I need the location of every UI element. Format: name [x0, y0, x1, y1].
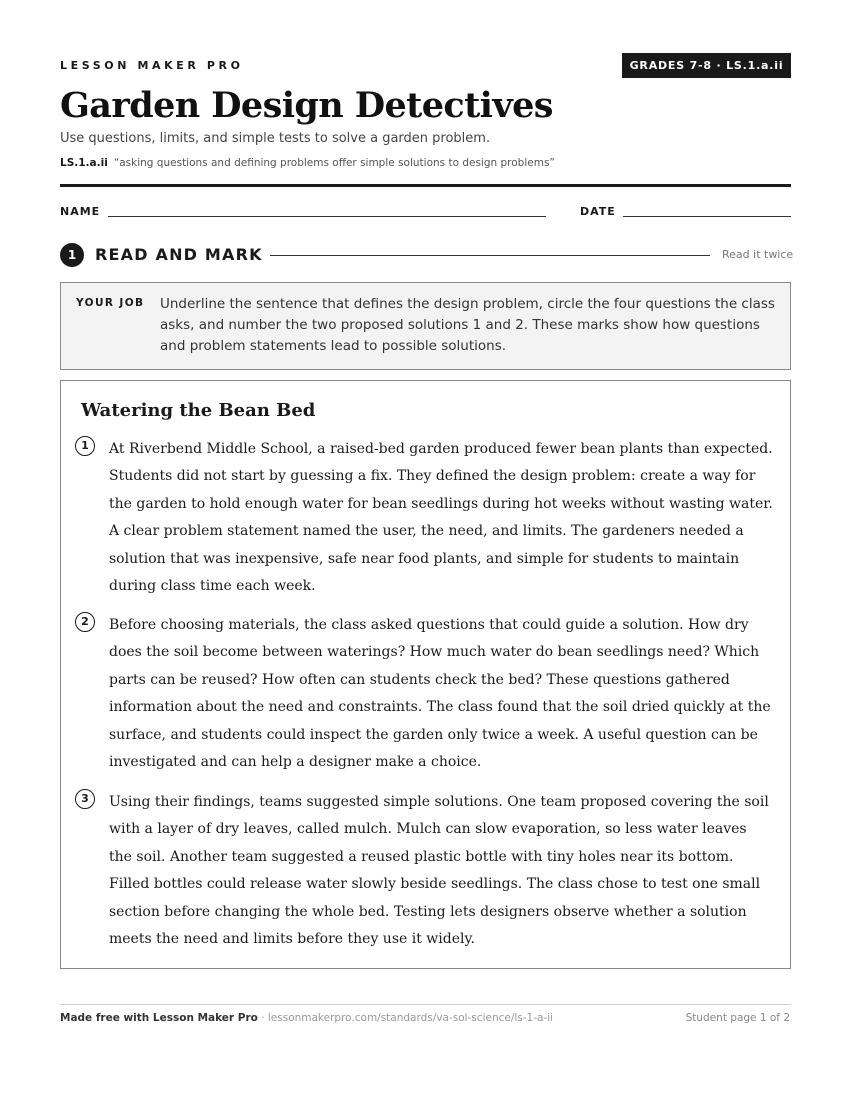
standard-code: LS.1.a.ii [60, 157, 108, 169]
footer-made-with: Made free with Lesson Maker Pro [60, 1012, 258, 1024]
paragraph-number-badge: 3 [75, 789, 95, 809]
footer-divider [60, 1004, 791, 1005]
date-field-line[interactable] [623, 216, 791, 217]
section-number-badge: 1 [60, 243, 84, 267]
paragraph-number-badge: 1 [75, 436, 95, 456]
grade-badge: GRADES 7-8 · LS.1.a.ii [622, 53, 791, 78]
worksheet-title: Garden Design Detectives [60, 85, 553, 126]
footer-credit [60, 1012, 553, 1024]
your-job-label: YOUR JOB [76, 297, 145, 309]
name-label: NAME [60, 205, 101, 218]
section-note: Read it twice [722, 248, 794, 261]
your-job-instructions: Underline the sentence that defines the design problem, circle the four questions the class asks, and number the two proposed solutions 1 and 2. These marks show how questions and problem statements lead to possible solutions. [160, 296, 775, 354]
section-divider [270, 255, 710, 256]
your-job-box [60, 282, 791, 370]
reading-passage [60, 380, 791, 969]
paragraph-text: Before choosing materials, the class asked questions that could guide a solution. How dry does the soil become between waterings? How much water do bean seedlings need? Which parts can be reused? How often can students check the bed? These questions gathered information about the need and constraints. The class found that the soil dried quickly at the surface, and students could inspect the garden only twice a week. A useful question can be investigated and can help a designer make a choice. [109, 617, 771, 771]
standard-line [60, 157, 555, 169]
date-label: DATE [580, 205, 616, 218]
header-divider [60, 184, 791, 187]
paragraph-number-badge: 2 [75, 612, 95, 632]
standard-quote: “asking questions and defining problems offer simple solutions to design problems” [113, 157, 555, 169]
name-field-line[interactable] [108, 216, 546, 217]
section-title: READ AND MARK [95, 245, 263, 264]
footer-url[interactable]: · lessonmakerpro.com/standards/va-sol-science/ls-1-a-ii [257, 1012, 554, 1024]
paragraph-text: At Riverbend Middle School, a raised-bed garden produced fewer bean plants than expected. Students did not start by guessing a fix. They defined the design problem: create a way for the garden to hold enough water for bean seedlings during hot weeks without wasting water. A clear problem statement named the user, the need, and limits. The gardeners needed a solution that was inexpensive, safe near food plants, and simple for students to maintain during class time each week. [109, 441, 773, 595]
passage-title: Watering the Bean Bed [81, 400, 316, 421]
worksheet-subtitle: Use questions, limits, and simple tests to solve a garden problem. [60, 131, 491, 146]
footer-page-number: Student page 1 of 2 [685, 1012, 790, 1024]
paragraph-text: Using their findings, teams suggested simple solutions. One team proposed covering the soil with a layer of dry leaves, called mulch. Mulch can slow evaporation, so less water leaves the soil. Another team suggested a reused plastic bottle with tiny holes near its bottom. Filled bottles could release water slowly beside seedlings. The class chose to test one small section before changing the whole bed. Testing lets designers observe whether a solution meets the need and limits before they use it widely. [109, 794, 769, 948]
brand-name: LESSON MAKER PRO [60, 59, 244, 72]
